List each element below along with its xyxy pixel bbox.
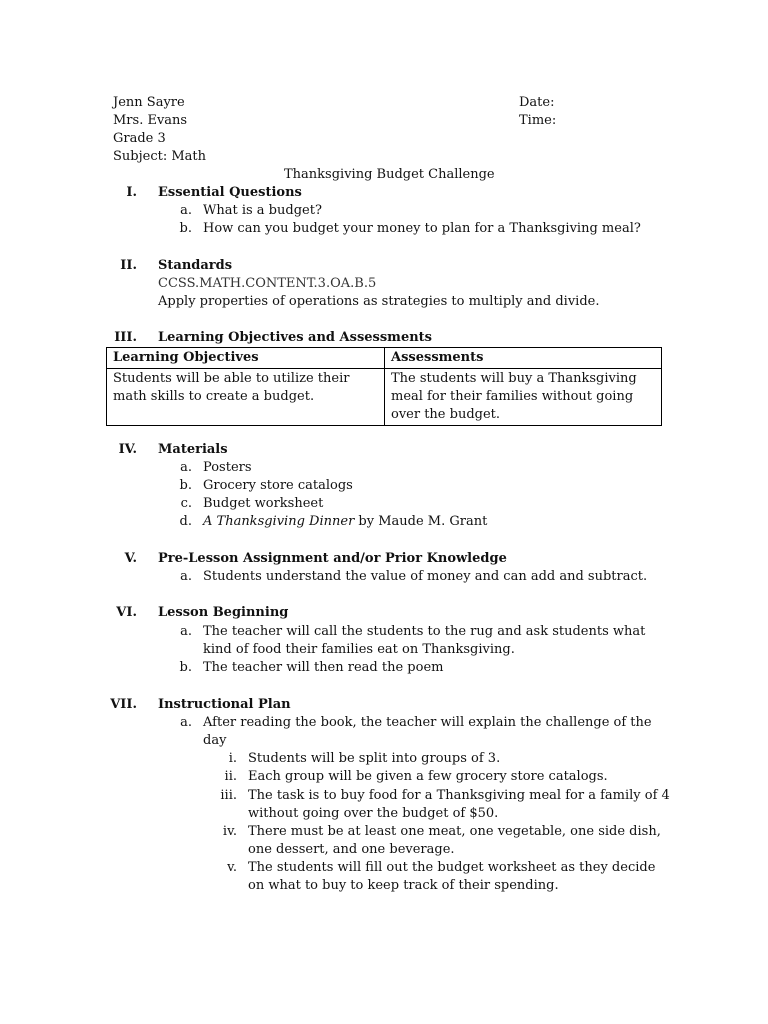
section-number: IV. (118, 442, 137, 457)
book-author: by Maude M. Grant (354, 514, 488, 529)
sublist-marker: v. (227, 860, 237, 875)
section-number: V. (124, 551, 137, 566)
sublist-item-line: The task is to buy food for a Thanksgiving meal for a family of 4 (248, 788, 670, 803)
list-marker: a. (180, 624, 192, 639)
subject-line: Subject: Math (113, 149, 206, 164)
author-name: Jenn Sayre (113, 95, 185, 110)
table-row (107, 369, 662, 426)
list-item: How can you budget your money to plan for a Thanksgiving meal? (203, 221, 641, 236)
sublist-item-line: on what to buy to keep track of their spending. (248, 878, 559, 893)
list-marker: b. (179, 221, 192, 236)
section-heading-materials: Materials (158, 442, 228, 457)
sublist-marker: iii. (220, 788, 237, 803)
list-marker: a. (180, 715, 192, 730)
section-heading-instructional-plan: Instructional Plan (158, 697, 291, 712)
list-marker: a. (180, 460, 192, 475)
section-heading-essential-questions: Essential Questions (158, 185, 302, 200)
list-item: Students understand the value of money and can add and subtract. (203, 569, 648, 584)
section-number: I. (126, 185, 137, 200)
sublist-item-line: There must be at least one meat, one vegetable, one side dish, (248, 824, 661, 839)
sublist-marker: ii. (224, 769, 237, 784)
section-heading-objectives: Learning Objectives and Assessments (158, 330, 432, 345)
sublist-marker: i. (228, 751, 237, 766)
list-item: Grocery store catalogs (203, 478, 353, 493)
sublist-item-line: The students will fill out the budget worksheet as they decide (248, 860, 656, 875)
list-item (203, 513, 487, 531)
sublist-item: Students will be split into groups of 3. (248, 751, 501, 766)
list-item: Posters (203, 460, 252, 475)
section-number: VII. (110, 697, 137, 712)
section-number: III. (114, 330, 137, 345)
section-heading-standards: Standards (158, 258, 233, 273)
book-title: A Thanksgiving Dinner (203, 514, 355, 529)
list-marker: c. (180, 496, 192, 511)
sublist-item: Each group will be given a few grocery store catalogs. (248, 769, 608, 784)
section-heading-lesson-beginning: Lesson Beginning (158, 605, 289, 620)
section-number: VI. (116, 605, 137, 620)
table-header-row (107, 348, 662, 369)
list-item: What is a budget? (203, 203, 322, 218)
table-cell: The students will buy a Thanksgiving meal for their families without going over the budget. (385, 369, 662, 426)
list-item-line: day (203, 733, 227, 748)
sublist-item-line: one dessert, and one beverage. (248, 842, 455, 857)
table-cell: Students will be able to utilize their math skills to create a budget. (107, 369, 385, 426)
list-marker: a. (180, 203, 192, 218)
list-item-line: The teacher will call the students to the rug and ask students what (203, 624, 646, 639)
section-number: II. (120, 258, 137, 273)
list-item: The teacher will then read the poem (203, 660, 444, 675)
list-marker: b. (179, 478, 192, 493)
time-label: Time: (519, 113, 557, 128)
sublist-item-line: without going over the budget of $50. (248, 806, 499, 821)
standard-code: CCSS.MATH.CONTENT.3.OA.B.5 (158, 276, 377, 291)
table-header-cell: Assessments (385, 348, 662, 369)
section-heading-prior-knowledge: Pre-Lesson Assignment and/or Prior Knowledge (158, 551, 507, 566)
sublist-marker: iv. (222, 824, 237, 839)
list-marker: d. (179, 514, 192, 529)
date-label: Date: (519, 95, 555, 110)
list-marker: b. (179, 660, 192, 675)
list-item-line: kind of food their families eat on Thanksgiving. (203, 642, 515, 657)
list-marker: a. (180, 569, 192, 584)
grade-level: Grade 3 (113, 131, 166, 146)
teacher-name: Mrs. Evans (113, 113, 188, 128)
list-item-line: After reading the book, the teacher will explain the challenge of the (203, 715, 652, 730)
table-header-cell: Learning Objectives (107, 348, 385, 369)
objectives-table (106, 347, 662, 426)
standard-description: Apply properties of operations as strategies to multiply and divide. (158, 294, 600, 309)
list-item: Budget worksheet (203, 496, 324, 511)
document-title: Thanksgiving Budget Challenge (284, 167, 495, 182)
